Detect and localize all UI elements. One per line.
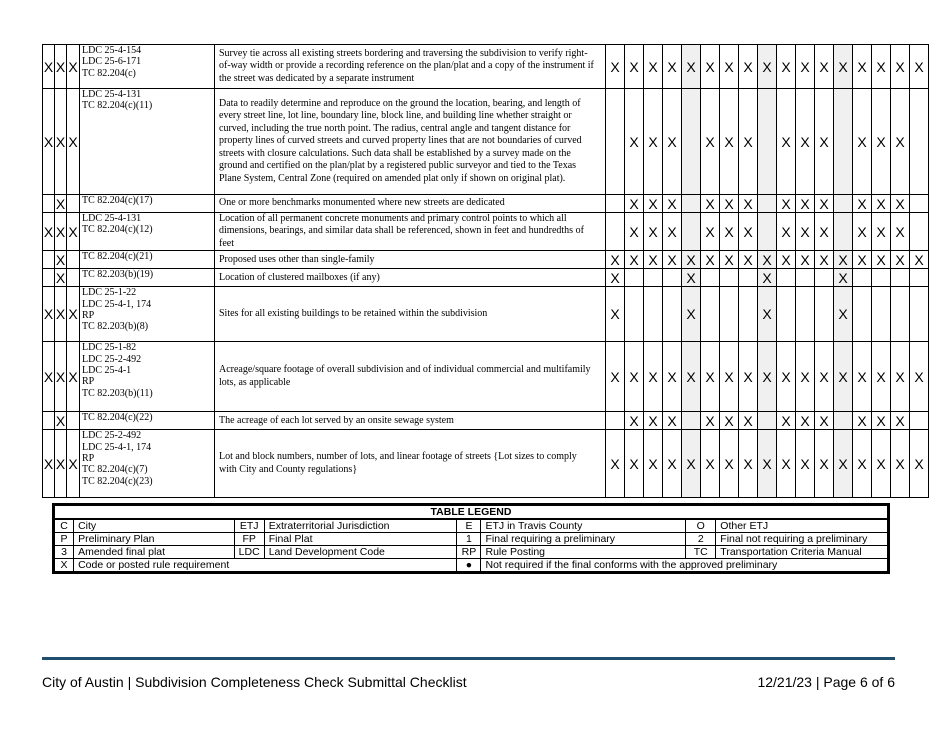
requirement-mark: X bbox=[644, 213, 663, 251]
plan-type-mark-a: X bbox=[67, 342, 80, 412]
requirement-mark: X bbox=[853, 213, 872, 251]
requirement-mark: X bbox=[644, 45, 663, 89]
requirement-mark bbox=[853, 287, 872, 342]
requirement-mark bbox=[606, 89, 625, 195]
requirement-mark: X bbox=[644, 412, 663, 430]
table-row bbox=[43, 195, 929, 213]
code-reference: TC 82.204(c)(23) bbox=[82, 475, 153, 487]
requirement-mark: X bbox=[625, 89, 644, 195]
requirement-mark: X bbox=[682, 342, 701, 412]
requirement-mark bbox=[796, 269, 815, 287]
requirement-mark: X bbox=[758, 45, 777, 89]
legend-value: Land Development Code bbox=[264, 546, 457, 559]
plan-type-mark-p: X bbox=[55, 269, 66, 286]
requirement-mark bbox=[758, 213, 777, 251]
legend-key: X bbox=[54, 559, 74, 573]
legend-value: Code or posted rule requirement bbox=[74, 559, 457, 573]
legend-key: O bbox=[686, 519, 716, 533]
requirement-mark bbox=[720, 269, 739, 287]
code-reference: LDC 25-2-492 bbox=[82, 430, 142, 442]
code-reference: LDC 25-2-492 bbox=[82, 353, 142, 365]
requirement-mark: X bbox=[815, 213, 834, 251]
table-row bbox=[43, 45, 929, 89]
requirement-mark bbox=[891, 287, 910, 342]
requirement-mark bbox=[777, 287, 796, 342]
requirement-mark: X bbox=[739, 195, 758, 213]
footer-divider bbox=[42, 657, 895, 660]
legend-key: FP bbox=[234, 533, 264, 546]
requirement-text: Proposed uses other than single-family bbox=[215, 251, 606, 269]
requirement-mark: X bbox=[872, 251, 891, 269]
requirement-mark: X bbox=[777, 89, 796, 195]
requirement-mark: X bbox=[777, 342, 796, 412]
code-reference: TC 82.204(c)(12) bbox=[82, 224, 153, 236]
requirement-mark: X bbox=[834, 45, 853, 89]
plan-type-mark-c bbox=[43, 251, 55, 269]
plan-type-mark-p: X bbox=[55, 342, 67, 412]
code-reference-cell bbox=[80, 213, 215, 251]
table-row bbox=[43, 251, 929, 269]
legend-key: LDC bbox=[234, 546, 264, 559]
requirement-mark: X bbox=[720, 430, 739, 498]
code-reference: TC 82.203(b)(8) bbox=[82, 321, 149, 333]
requirement-mark: X bbox=[834, 251, 853, 269]
requirement-mark: X bbox=[796, 213, 815, 251]
requirement-mark bbox=[910, 269, 929, 287]
requirement-text: Location of clustered mailboxes (if any) bbox=[215, 269, 606, 287]
code-reference-cell bbox=[80, 430, 215, 498]
requirement-mark: X bbox=[739, 213, 758, 251]
plan-type-mark-c bbox=[43, 195, 55, 213]
requirement-mark: X bbox=[777, 45, 796, 89]
requirement-mark: X bbox=[663, 89, 682, 195]
requirement-mark: X bbox=[834, 430, 853, 498]
requirement-mark: X bbox=[606, 251, 625, 269]
code-reference-cell bbox=[80, 287, 215, 342]
requirement-mark bbox=[682, 195, 701, 213]
table-row bbox=[43, 412, 929, 430]
legend-title: TABLE LEGEND bbox=[54, 505, 889, 520]
requirement-mark: X bbox=[796, 89, 815, 195]
requirement-mark: X bbox=[796, 195, 815, 213]
requirement-mark: X bbox=[777, 195, 796, 213]
requirement-mark bbox=[701, 269, 720, 287]
requirement-mark: X bbox=[663, 430, 682, 498]
requirement-mark bbox=[758, 412, 777, 430]
legend-key: RP bbox=[457, 546, 481, 559]
legend-value: Not required if the final conforms with the approved preliminary bbox=[481, 559, 889, 573]
requirement-mark: X bbox=[891, 89, 910, 195]
code-reference: LDC 25-4-1, 174 bbox=[82, 441, 152, 453]
legend-value: Rule Posting bbox=[481, 546, 686, 559]
requirement-mark: X bbox=[739, 412, 758, 430]
requirement-mark: X bbox=[853, 195, 872, 213]
plan-type-mark-c: X bbox=[43, 430, 55, 498]
requirement-mark bbox=[815, 269, 834, 287]
requirement-mark: X bbox=[815, 412, 834, 430]
requirement-mark: X bbox=[644, 195, 663, 213]
requirement-mark: X bbox=[739, 251, 758, 269]
requirement-mark: X bbox=[720, 89, 739, 195]
legend-value: ETJ in Travis County bbox=[481, 519, 686, 533]
requirement-mark: X bbox=[625, 195, 644, 213]
checklist-table bbox=[42, 44, 929, 498]
requirement-mark bbox=[625, 287, 644, 342]
requirement-mark: X bbox=[663, 195, 682, 213]
requirement-mark: X bbox=[872, 89, 891, 195]
requirement-mark: X bbox=[872, 213, 891, 251]
requirement-mark: X bbox=[910, 342, 929, 412]
requirement-mark: X bbox=[720, 412, 739, 430]
requirement-mark: X bbox=[796, 412, 815, 430]
legend-value: City bbox=[74, 519, 235, 533]
requirement-text: The acreage of each lot served by an onsite sewage system bbox=[215, 412, 606, 430]
requirement-mark: X bbox=[701, 412, 720, 430]
requirement-mark: X bbox=[872, 45, 891, 89]
requirement-mark: X bbox=[796, 45, 815, 89]
requirement-mark: X bbox=[739, 45, 758, 89]
code-reference: LDC 25-4-1, 174 bbox=[82, 298, 152, 310]
requirement-mark: X bbox=[853, 412, 872, 430]
requirement-mark bbox=[682, 89, 701, 195]
plan-type-mark-p: X bbox=[55, 213, 67, 251]
plan-type-mark-a bbox=[67, 251, 80, 269]
requirement-mark: X bbox=[891, 412, 910, 430]
plan-type-mark-a: X bbox=[67, 45, 80, 89]
code-reference: TC 82.204(c)(21) bbox=[82, 251, 153, 263]
requirement-mark bbox=[758, 195, 777, 213]
requirement-mark: X bbox=[720, 213, 739, 251]
requirement-mark: X bbox=[682, 269, 701, 287]
requirement-mark: X bbox=[815, 342, 834, 412]
requirement-mark: X bbox=[891, 430, 910, 498]
requirement-mark: X bbox=[682, 430, 701, 498]
requirement-text: Data to readily determine and reproduce on the ground the location, bearing, and length of every street line, lot line, boundary line, block line, and building line whether straight or curved, including the true north point. The radius, central angle and tangent distance for property lines of curved streets and curved property lines that are not boundaries of curved streets with closure calculations. Such data shall be established by a survey made on the ground and certified on the plan/plat by a registered public surveyor and tied to the Texas Plane System, Central Zone (required on amended plat only if shown on original plat). bbox=[215, 89, 606, 195]
code-reference: TC 82.203(b)(19) bbox=[82, 269, 154, 281]
plan-type-mark-c bbox=[43, 412, 55, 430]
requirement-mark: X bbox=[834, 342, 853, 412]
requirement-mark bbox=[777, 269, 796, 287]
legend-key: P bbox=[54, 533, 74, 546]
requirement-mark: X bbox=[625, 213, 644, 251]
requirement-mark bbox=[910, 287, 929, 342]
code-reference-cell bbox=[80, 45, 215, 89]
requirement-mark bbox=[872, 287, 891, 342]
requirement-mark: X bbox=[872, 430, 891, 498]
legend-key: ● bbox=[457, 559, 481, 573]
plan-type-mark-a: X bbox=[67, 213, 80, 251]
requirement-mark: X bbox=[606, 287, 625, 342]
requirement-mark: X bbox=[644, 89, 663, 195]
code-reference: LDC 25-4-131 bbox=[82, 213, 142, 224]
requirement-mark bbox=[910, 213, 929, 251]
legend-value: Extraterritorial Jurisdiction bbox=[264, 519, 457, 533]
requirement-mark: X bbox=[910, 251, 929, 269]
requirement-mark: X bbox=[701, 342, 720, 412]
code-reference: LDC 25-4-1 bbox=[82, 365, 132, 377]
requirement-mark: X bbox=[701, 195, 720, 213]
requirement-mark: X bbox=[872, 195, 891, 213]
code-reference: TC 82.204(c) bbox=[82, 67, 136, 79]
plan-type-mark-c: X bbox=[43, 287, 55, 342]
requirement-mark bbox=[739, 287, 758, 342]
requirement-mark: X bbox=[796, 430, 815, 498]
plan-type-mark-p: X bbox=[55, 412, 66, 429]
requirement-mark bbox=[682, 412, 701, 430]
plan-type-mark-p: X bbox=[55, 45, 67, 89]
requirement-text: One or more benchmarks monumented where new streets are dedicated bbox=[215, 195, 606, 213]
legend-value: Final not requiring a preliminary bbox=[716, 533, 889, 546]
requirement-mark: X bbox=[606, 45, 625, 89]
requirement-text: Lot and block numbers, number of lots, and linear footage of streets {Lot sizes to comply with City and County regulations} bbox=[215, 430, 606, 498]
footer-title: City of Austin | Subdivision Completeness Check Submittal Checklist bbox=[42, 674, 467, 690]
requirement-mark bbox=[606, 412, 625, 430]
requirement-mark: X bbox=[701, 251, 720, 269]
plan-type-mark-p: X bbox=[55, 287, 67, 342]
code-reference-cell bbox=[80, 412, 215, 430]
code-reference-cell bbox=[80, 195, 215, 213]
legend-key: 1 bbox=[457, 533, 481, 546]
code-reference: RP bbox=[82, 310, 95, 322]
legend-value: Amended final plat bbox=[74, 546, 235, 559]
requirement-mark: X bbox=[625, 412, 644, 430]
requirement-mark: X bbox=[701, 89, 720, 195]
requirement-mark bbox=[606, 195, 625, 213]
requirement-mark bbox=[910, 89, 929, 195]
requirement-mark: X bbox=[625, 430, 644, 498]
plan-type-mark-p: X bbox=[55, 251, 66, 268]
requirement-mark: X bbox=[853, 430, 872, 498]
requirement-mark: X bbox=[891, 342, 910, 412]
requirement-mark bbox=[682, 213, 701, 251]
legend-row bbox=[54, 533, 889, 546]
code-reference: LDC 25-1-22 bbox=[82, 287, 137, 299]
requirement-mark: X bbox=[701, 45, 720, 89]
requirement-mark: X bbox=[815, 195, 834, 213]
legend-row bbox=[54, 519, 889, 533]
table-row bbox=[43, 287, 929, 342]
code-reference: LDC 25-6-171 bbox=[82, 56, 142, 68]
requirement-mark: X bbox=[891, 251, 910, 269]
code-reference-cell bbox=[80, 342, 215, 412]
requirement-mark: X bbox=[777, 430, 796, 498]
legend-value: Other ETJ bbox=[716, 519, 889, 533]
legend-key: TC bbox=[686, 546, 716, 559]
code-reference: TC 82.204(c)(22) bbox=[82, 412, 153, 424]
code-reference: TC 82.204(c)(17) bbox=[82, 195, 153, 206]
requirement-mark: X bbox=[663, 213, 682, 251]
requirement-mark bbox=[644, 287, 663, 342]
requirement-mark: X bbox=[606, 269, 625, 287]
code-reference: TC 82.204(c)(7) bbox=[82, 464, 148, 476]
requirement-text: Location of all permanent concrete monuments and primary control points to which all dimensions, bearings, and similar data shall be referenced, shown in feet and hundredths of feet bbox=[215, 213, 606, 251]
requirement-mark: X bbox=[834, 269, 853, 287]
table-row bbox=[43, 213, 929, 251]
requirement-mark: X bbox=[625, 342, 644, 412]
requirement-mark: X bbox=[663, 412, 682, 430]
requirement-mark: X bbox=[739, 342, 758, 412]
requirement-mark: X bbox=[910, 430, 929, 498]
requirement-mark: X bbox=[682, 45, 701, 89]
requirement-mark bbox=[644, 269, 663, 287]
legend-value: Final Plat bbox=[264, 533, 457, 546]
requirement-mark: X bbox=[701, 430, 720, 498]
requirement-mark: X bbox=[853, 89, 872, 195]
requirement-mark bbox=[834, 412, 853, 430]
requirement-mark: X bbox=[758, 342, 777, 412]
requirement-mark: X bbox=[796, 342, 815, 412]
requirement-mark: X bbox=[663, 342, 682, 412]
table-legend bbox=[52, 503, 890, 574]
requirement-mark bbox=[853, 269, 872, 287]
requirement-text: Sites for all existing buildings to be retained within the subdivision bbox=[215, 287, 606, 342]
requirement-mark bbox=[720, 287, 739, 342]
requirement-mark: X bbox=[777, 251, 796, 269]
requirement-mark: X bbox=[644, 342, 663, 412]
legend-key: 3 bbox=[54, 546, 74, 559]
requirement-mark bbox=[663, 269, 682, 287]
requirement-text: Survey tie across all existing streets bordering and traversing the subdivision to verify right-of-way width or provide a recording reference on the plan/plat and a copy of the instrument if the street was dedicated by a separate instrument bbox=[215, 45, 606, 89]
requirement-mark: X bbox=[720, 45, 739, 89]
legend-value: Preliminary Plan bbox=[74, 533, 235, 546]
requirement-mark: X bbox=[739, 89, 758, 195]
requirement-mark: X bbox=[815, 251, 834, 269]
requirement-mark: X bbox=[815, 89, 834, 195]
requirement-mark bbox=[663, 287, 682, 342]
requirement-mark: X bbox=[720, 195, 739, 213]
requirement-mark: X bbox=[777, 213, 796, 251]
requirement-mark: X bbox=[625, 45, 644, 89]
plan-type-mark-c bbox=[43, 269, 55, 287]
requirement-mark: X bbox=[777, 412, 796, 430]
requirement-mark: X bbox=[796, 251, 815, 269]
requirement-mark: X bbox=[625, 251, 644, 269]
requirement-mark: X bbox=[891, 213, 910, 251]
plan-type-mark-a bbox=[67, 195, 80, 213]
plan-type-mark-p: X bbox=[55, 195, 66, 212]
requirement-mark: X bbox=[644, 251, 663, 269]
requirement-mark: X bbox=[663, 45, 682, 89]
plan-type-mark-c: X bbox=[43, 45, 55, 89]
code-reference: TC 82.203(b)(11) bbox=[82, 387, 153, 399]
requirement-text: Acreage/square footage of overall subdivision and of individual commercial and multifamily lots, as applicable bbox=[215, 342, 606, 412]
requirement-mark bbox=[796, 287, 815, 342]
requirement-mark: X bbox=[815, 45, 834, 89]
requirement-mark: X bbox=[758, 269, 777, 287]
requirement-mark: X bbox=[910, 45, 929, 89]
code-reference: LDC 25-4-154 bbox=[82, 45, 142, 56]
legend-key: 2 bbox=[686, 533, 716, 546]
legend-key: ETJ bbox=[234, 519, 264, 533]
legend-row bbox=[54, 546, 889, 559]
legend-key: E bbox=[457, 519, 481, 533]
requirement-mark: X bbox=[663, 251, 682, 269]
legend-row bbox=[54, 559, 889, 573]
requirement-mark: X bbox=[891, 45, 910, 89]
table-row bbox=[43, 89, 929, 195]
requirement-mark: X bbox=[853, 342, 872, 412]
table-row bbox=[43, 342, 929, 412]
requirement-mark bbox=[606, 213, 625, 251]
requirement-mark: X bbox=[815, 430, 834, 498]
plan-type-mark-a: X bbox=[67, 89, 80, 195]
plan-type-mark-p: X bbox=[55, 430, 67, 498]
requirement-mark: X bbox=[682, 287, 701, 342]
requirement-mark bbox=[891, 269, 910, 287]
code-reference: TC 82.204(c)(11) bbox=[82, 100, 153, 112]
plan-type-mark-c: X bbox=[43, 213, 55, 251]
requirement-mark bbox=[758, 89, 777, 195]
plan-type-mark-a: X bbox=[67, 287, 80, 342]
requirement-mark bbox=[910, 195, 929, 213]
plan-type-mark-a: X bbox=[67, 430, 80, 498]
requirement-mark: X bbox=[853, 251, 872, 269]
requirement-mark: X bbox=[853, 45, 872, 89]
table-row bbox=[43, 269, 929, 287]
requirement-mark: X bbox=[758, 287, 777, 342]
code-reference: RP bbox=[82, 376, 95, 388]
footer-date-page: 12/21/23 | Page 6 of 6 bbox=[757, 674, 895, 690]
code-reference: LDC 25-1-82 bbox=[82, 342, 137, 354]
requirement-mark: X bbox=[720, 342, 739, 412]
requirement-mark: X bbox=[606, 430, 625, 498]
code-reference-cell bbox=[80, 269, 215, 287]
requirement-mark bbox=[625, 269, 644, 287]
requirement-mark bbox=[834, 89, 853, 195]
legend-value: Final requiring a preliminary bbox=[481, 533, 686, 546]
requirement-mark bbox=[910, 412, 929, 430]
legend-key: C bbox=[54, 519, 74, 533]
plan-type-mark-a bbox=[67, 269, 80, 287]
plan-type-mark-p: X bbox=[55, 89, 67, 195]
requirement-mark bbox=[739, 269, 758, 287]
requirement-mark: X bbox=[758, 251, 777, 269]
plan-type-mark-c: X bbox=[43, 89, 55, 195]
requirement-mark: X bbox=[682, 251, 701, 269]
plan-type-mark-c: X bbox=[43, 342, 55, 412]
requirement-mark bbox=[834, 195, 853, 213]
requirement-mark: X bbox=[739, 430, 758, 498]
requirement-mark: X bbox=[872, 342, 891, 412]
requirement-mark bbox=[815, 287, 834, 342]
requirement-mark bbox=[701, 287, 720, 342]
requirement-mark: X bbox=[872, 412, 891, 430]
requirement-mark: X bbox=[644, 430, 663, 498]
code-reference: RP bbox=[82, 453, 95, 465]
requirement-mark: X bbox=[606, 342, 625, 412]
requirement-mark: X bbox=[758, 430, 777, 498]
requirement-mark bbox=[834, 213, 853, 251]
plan-type-mark-a bbox=[67, 412, 80, 430]
requirement-mark: X bbox=[701, 213, 720, 251]
requirement-mark: X bbox=[834, 287, 853, 342]
code-reference-cell bbox=[80, 251, 215, 269]
code-reference-cell bbox=[80, 89, 215, 195]
requirement-mark: X bbox=[891, 195, 910, 213]
legend-value: Transportation Criteria Manual bbox=[716, 546, 889, 559]
table-row bbox=[43, 430, 929, 498]
code-reference: LDC 25-4-131 bbox=[82, 89, 142, 100]
requirement-mark: X bbox=[720, 251, 739, 269]
requirement-mark bbox=[872, 269, 891, 287]
